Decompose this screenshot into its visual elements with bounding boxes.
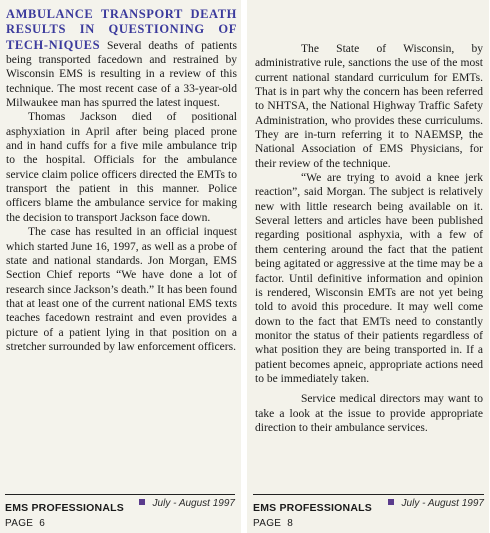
footer-rule xyxy=(253,494,484,495)
article-paragraph: Thomas Jackson died of positional asphyxiation in April after being placed prone and in hand cuffs for a five mile ambulance trip to the hospital. Officials for the ambulance service claim police officers directed the EMTs to transport the patient in this manner. Police officers blame the ambulance service for making the decision to transport Jackson face down. xyxy=(6,111,237,224)
article-paragraph: The State of Wisconsin, by administrative rule, sanctions the use of the most current national standard curriculum for EMTs. That is in part why the concern has been referred to NHTSA, the National Highway Traffic Safety Administration, who provides these curriculums. They are in-turn referring it to NAEMSP, the National Association of EMS Physicians, for their review of the technique. xyxy=(255,43,483,170)
page-number: 6 xyxy=(39,518,46,529)
left-article-column xyxy=(6,7,237,354)
issue-date: July - August 1997 xyxy=(152,498,235,509)
page-number: 8 xyxy=(287,518,294,529)
page-number-line xyxy=(5,518,235,529)
page-footer xyxy=(5,494,235,530)
issue-date-wrap xyxy=(388,498,484,509)
magazine-name: EMS PROFESSIONALS xyxy=(5,502,124,514)
left-page xyxy=(0,0,241,533)
article-headline: AMBULANCE TRANSPORT DEATH RESULTS IN QUESTIONING OF TECH-NIQUES xyxy=(6,7,237,52)
issue-date-wrap xyxy=(139,498,235,509)
page-label: PAGE xyxy=(253,518,282,529)
article-paragraph: “We are trying to avoid a knee jerk reaction”, said Morgan. The subject is relatively new with little research being available on it. Several letters and articles have been published regarding positional asphyxia, with a few of them centering around the fact that the patient being agitated or aggressive at the time may be a factor. Until definitive information and opinion is rendered, Wisconsin EMTs are not yet being told to avoid this procedure. It may well come down to the fact that EMTs need to constantly monitor the status of their patients regardless of what position they are being transported in. If a patient becomes apneic, appropriate actions need to be immediately taken. xyxy=(255,172,483,385)
issue-date: July - August 1997 xyxy=(401,498,484,509)
article-paragraph xyxy=(6,7,237,110)
paragraph-text: Several deaths of patients being transported facedown and restrained by Wisconsin EMS is resulting in a review of this technique. The most recent case of a 33-year-old Milwaukee man has spurred the latest inquest. xyxy=(6,39,237,110)
page-number-line xyxy=(253,518,484,529)
footer-rule xyxy=(5,494,235,495)
magazine-name: EMS PROFESSIONALS xyxy=(253,502,372,514)
right-page xyxy=(247,0,489,533)
square-bullet-icon xyxy=(388,499,394,505)
right-article-column xyxy=(255,42,483,435)
article-paragraph: The case has resulted in an official inquest which started June 16, 1997, as well as a probe of state and national standards. Jon Morgan, EMS Section Chief reports “We have done a lot of research since Jackson’s death.” It has been found that at least one of the current national EMS texts teaches facedown restraint and even provides a picture of a patient lying in that position on a stretcher surrounded by law enforcement officers. xyxy=(6,226,237,353)
page-footer xyxy=(253,494,484,530)
square-bullet-icon xyxy=(139,499,145,505)
page-label: PAGE xyxy=(5,518,34,529)
article-paragraph: Service medical directors may want to take a look at the issue to provide appropriate direction to their ambulance services. xyxy=(255,393,483,434)
